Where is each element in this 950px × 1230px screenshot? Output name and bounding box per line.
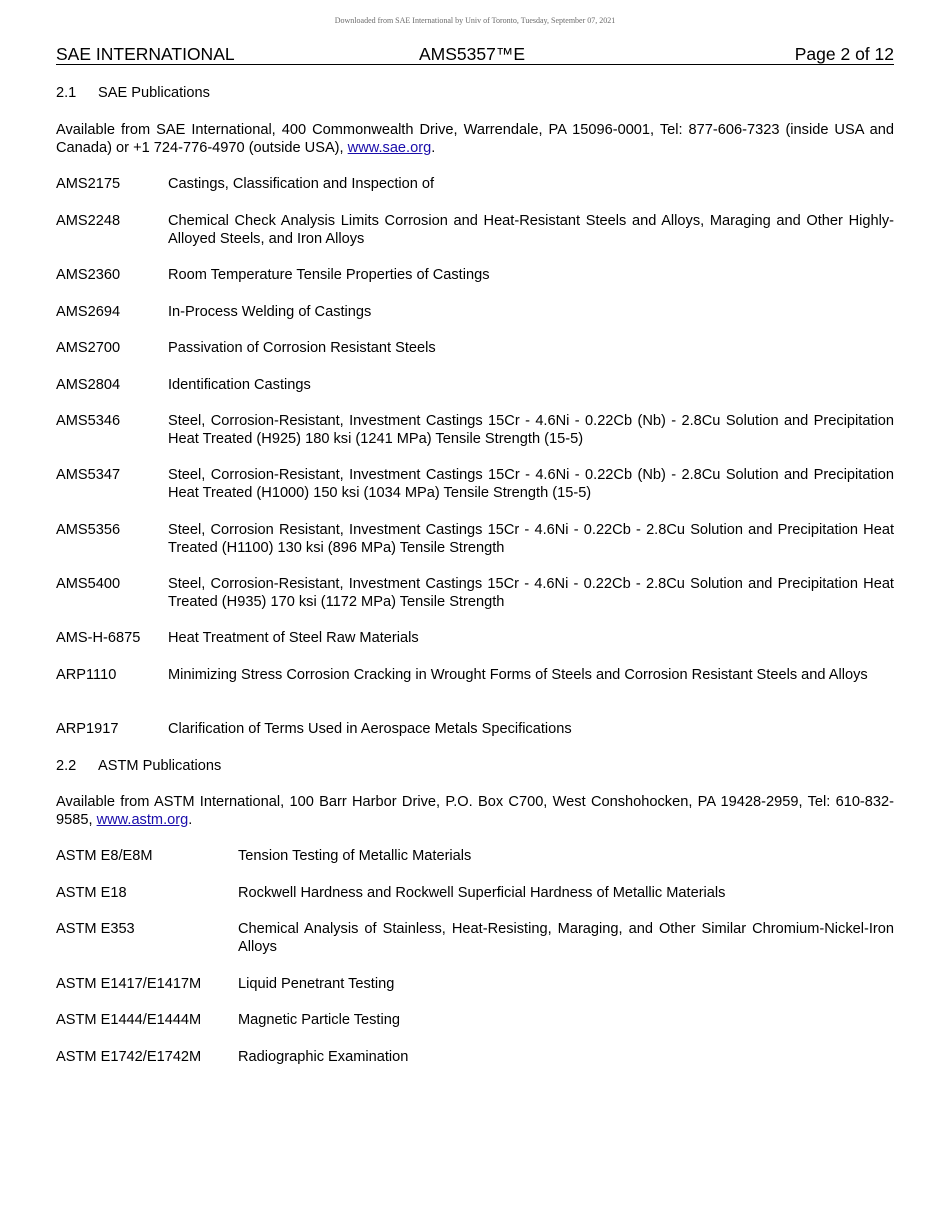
reference-title: Room Temperature Tensile Properties of Castings [168, 267, 490, 283]
publisher-name: SAE INTERNATIONAL [56, 44, 235, 64]
reference-title: Clarification of Terms Used in Aerospace Metals Specifications [168, 721, 572, 737]
availability-text: Available from SAE International, 400 Commonwealth Drive, Warrendale, PA 15096-0001, Tel: 877-606-7323 (inside USA and Canada) or +1 724-776-4970 (outside USA), [56, 122, 894, 156]
download-watermark: Downloaded from SAE International by Univ of Toronto, Tuesday, September 07, 2021 [334, 16, 616, 25]
reference-code: AMS2360 [56, 267, 121, 283]
reference-code: ARP1917 [56, 721, 119, 737]
reference-title: Tension Testing of Metallic Materials [238, 848, 472, 864]
reference-code: ASTM E1444/E1444M [56, 1012, 202, 1028]
reference-code: AMS-H-6875 [56, 630, 141, 646]
reference-title: Identification Castings [168, 377, 311, 393]
section-heading-sae [56, 84, 210, 102]
reference-code: ARP1110 [56, 667, 117, 683]
reference-title: Rockwell Hardness and Rockwell Superficial Hardness of Metallic Materials [238, 885, 726, 901]
reference-code: AMS2175 [56, 176, 121, 192]
reference-code: ASTM E8/E8M [56, 848, 153, 864]
reference-title: Chemical Check Analysis Limits Corrosion and Heat-Resistant Steels and Alloys, Maraging and Other Highly-Alloyed Steels, and Iron Alloys [168, 213, 894, 247]
reference-code: AMS2694 [56, 304, 121, 320]
reference-title: In-Process Welding of Castings [168, 304, 372, 320]
reference-code: ASTM E353 [56, 921, 135, 937]
section-heading-astm [56, 757, 221, 775]
reference-code: AMS5346 [56, 413, 121, 429]
reference-title: Minimizing Stress Corrosion Cracking in Wrought Forms of Steels and Corrosion Resistant Steels and Alloys [168, 667, 868, 683]
reference-code: AMS5347 [56, 467, 121, 483]
section-number: 2.2 [56, 758, 77, 774]
reference-title: Liquid Penetrant Testing [238, 976, 395, 992]
reference-title: Steel, Corrosion-Resistant, Investment Castings 15Cr - 4.6Ni - 0.22Cb - 2.8Cu Solution and Precipitation Heat Treated (H935) 170 ksi (1172 MPa) Tensile Strength [168, 576, 894, 610]
reference-code: AMS5356 [56, 522, 121, 538]
reference-title: Magnetic Particle Testing [238, 1012, 400, 1028]
page-indicator: Page 2 of 12 [794, 44, 894, 64]
reference-title: Steel, Corrosion Resistant, Investment Castings 15Cr - 4.6Ni - 0.22Cb - 2.8Cu Solution and Precipitation Heat Treated (H1100) 130 ksi (896 MPa) Tensile Strength [168, 522, 894, 556]
reference-title: Steel, Corrosion-Resistant, Investment Castings 15Cr - 4.6Ni - 0.22Cb (Nb) - 2.8Cu Solution and Precipitation Heat Treated (H1000) 150 ksi (1034 MPa) Tensile Strength (15-5) [168, 467, 894, 501]
sae-website-link[interactable]: www.sae.org [347, 140, 432, 156]
reference-code: AMS2248 [56, 213, 121, 229]
reference-code: AMS2700 [56, 340, 121, 356]
reference-title: Passivation of Corrosion Resistant Steels [168, 340, 436, 356]
reference-code: ASTM E1742/E1742M [56, 1049, 202, 1065]
page-header [56, 44, 894, 65]
reference-code: ASTM E1417/E1417M [56, 976, 202, 992]
astm-website-link[interactable]: www.astm.org [96, 812, 189, 828]
availability-text: Available from ASTM International, 100 Barr Harbor Drive, P.O. Box C700, West Conshohocken, PA 19428-2959, Tel: 610-832-9585, [56, 794, 894, 828]
reference-code: ASTM E18 [56, 885, 127, 901]
reference-title: Castings, Classification and Inspection of [168, 176, 435, 192]
document-number: AMS5357™E [419, 44, 526, 64]
astm-availability-paragraph [56, 793, 894, 829]
availability-period: . [431, 140, 436, 156]
sae-availability-paragraph [56, 121, 894, 157]
reference-code: AMS5400 [56, 576, 121, 592]
section-number: 2.1 [56, 85, 77, 101]
section-title: ASTM Publications [98, 758, 222, 774]
reference-title: Chemical Analysis of Stainless, Heat-Resisting, Maraging, and Other Similar Chromium-Nickel-Iron Alloys [238, 921, 894, 955]
availability-period: . [188, 812, 193, 828]
reference-title: Radiographic Examination [238, 1049, 409, 1065]
reference-code: AMS2804 [56, 377, 121, 393]
section-title: SAE Publications [98, 85, 210, 101]
reference-title: Heat Treatment of Steel Raw Materials [168, 630, 419, 646]
reference-title: Steel, Corrosion-Resistant, Investment Castings 15Cr - 4.6Ni - 0.22Cb (Nb) - 2.8Cu Solution and Precipitation Heat Treated (H925) 180 ksi (1241 MPa) Tensile Strength (15-5) [168, 413, 894, 447]
